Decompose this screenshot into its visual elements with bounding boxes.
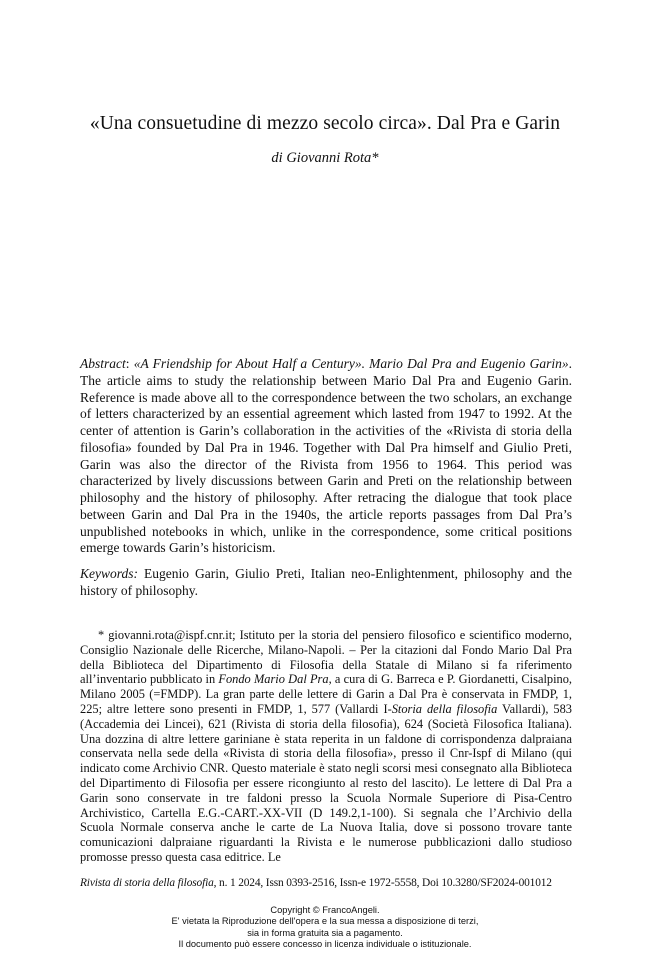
footnote-part-2: , a cura di G. Barreca e P. Giordanetti, Cisalpino, Milano 2005 (=FMDP). La gran parte delle lettere di Garin a Dal Pra è conservata in FMDP, 1, 225; altre lettere sono presenti in FMDP, 1, 577 (Vallardi I- [80,672,573,716]
article-title: «Una consuetudine di mezzo secolo circa». Dal Pra e Garin [89,113,561,134]
abstract-label: Abstract [80,356,126,371]
article-author: di Giovanni Rota* [271,150,379,166]
copyright-line-4: Il documento può essere concesso in licenza individuale o istituzionale. [178,938,472,949]
keywords [80,566,572,600]
copyright-line-2: E' vietata la Riproduzione dell'opera e la sua messa a disposizione di terzi, [171,916,479,927]
abstract-body: . The article aims to study the relationship between Mario Dal Pra and Eugenio Garin. Reference is made above all to the correspondence between the two scholars, an exchange of letters characterized by an essential agreement which lasted from 1947 to 1992. At the center of attention is Garin’s collaboration in the activities of the «Rivista di storia della filosofia» founded by Dal Pra in 1946. Together with Dal Pra himself and Giulio Preti, Garin was also the director of the Rivista from 1956 to 1964. This period was characterized by lively discussions between Garin and Preti on the relationship between philosophy and the history of philosophy. After retracing the dialogue that took place between Garin and Dal Pra in the 1940s, the article reports passages from Dal Pra’s unpublished notebooks in which, unlike in the correspondence, some critical positions emerge towards Garin’s historicism. [80,356,572,556]
keywords-label: Keywords: [80,566,138,581]
footnote-italic-1: Fondo Mario Dal Pra [218,672,329,687]
copyright-line-3: sia in forma gratuita sia a pagamento. [247,927,403,938]
keywords-text: Eugenio Garin, Giulio Preti, Italian neo-Enlightenment, philosophy and the history of philosophy. [80,566,573,598]
footnote [80,628,572,865]
footnote-italic-2: Storia della filosofia [391,701,498,716]
footnote-part-3: Vallardi), 583 (Accademia dei Lincei), 621 (Rivista di storia della filosofia), 624 (Società Filosofica Italiana). Una dozzina di altre lettere gariniane è stata reperita in un faldone di corrispondenza dalpraiana conservata nella sede della «Rivista di storia della filosofia», presso il Cnr-Ispf di Milano (qui indicato come Archivio CNR. Questo materiale è stato negli scorsi mesi consegnato alla Biblioteca del Dipartimento di Filosofia per essere ricongiunto al resto del lascito). Le lettere di Dal Pra a Garin sono conservate in tre faldoni presso la Scuola Normale Superiore di Pisa-Centro Archivistico, Cartella E.G.-CART.-XX-VII (D 149.2,1-100). Si segnala che l’Archivio della Scuola Normale conserva anche le carte de La Nuova Italia, dove si possono trovare tante comunicazioni dalpraiane riguardanti la Rivista e le numerose pubblicazioni dallo studioso promosse presso questa casa editrice. Le [80,701,573,864]
journal-citation [80,877,580,889]
journal-name: Rivista di storia della filosofia [80,877,214,889]
abstract-title-translation: «A Friendship for About Half a Century». Mario Dal Pra and Eugenio Garin» [133,356,569,371]
footnote-part-1: * giovanni.rota@ispf.cnr.it; Istituto per la storia del pensiero filosofico e scientifico moderno, Consiglio Nazionale delle Ricerche, Milano-Napoli. – Per la citazioni dal Fondo Mario Dal Pra della Biblioteca del Dipartimento di Filosofia della Statale di Milano si fa riferimento all’inventario pubblicato in [80,628,572,687]
journal-details: , n. 1 2024, Issn 0393-2516, Issn-e 1972-5558, Doi 10.3280/SF2024-001012 [213,877,552,889]
abstract: Abstract: «A Friendship for About Half a Century». Mario Dal Pra and Eugenio Garin». The article aims to study the relationship between Mario Dal Pra and Eugenio Garin. Reference is made above all to the correspondence between the two scholars, an exchange of letters characterized by an essential agreement which lasted from 1947 to 1992. At the center of attention is Garin’s collaboration in the activities of the «Rivista di storia della filosofia» founded by Dal Pra in 1946. Together with Dal Pra himself and Giulio Preti, Garin was also the director of the Rivista from 1956 to 1964. This period was characterized by lively discussions between Garin and Preti on the relationship between philosophy and the history of philosophy. After retracing the dialogue that took place between Garin and Dal Pra in the 1940s, the article reports passages from Dal Pra’s unpublished notebooks in which, unlike in the correspondence, some critical positions emerge towards Garin’s historicism. [80,356,572,556]
copyright-notice [0,905,650,950]
copyright-line-1: Copyright © FrancoAngeli. [270,905,380,915]
